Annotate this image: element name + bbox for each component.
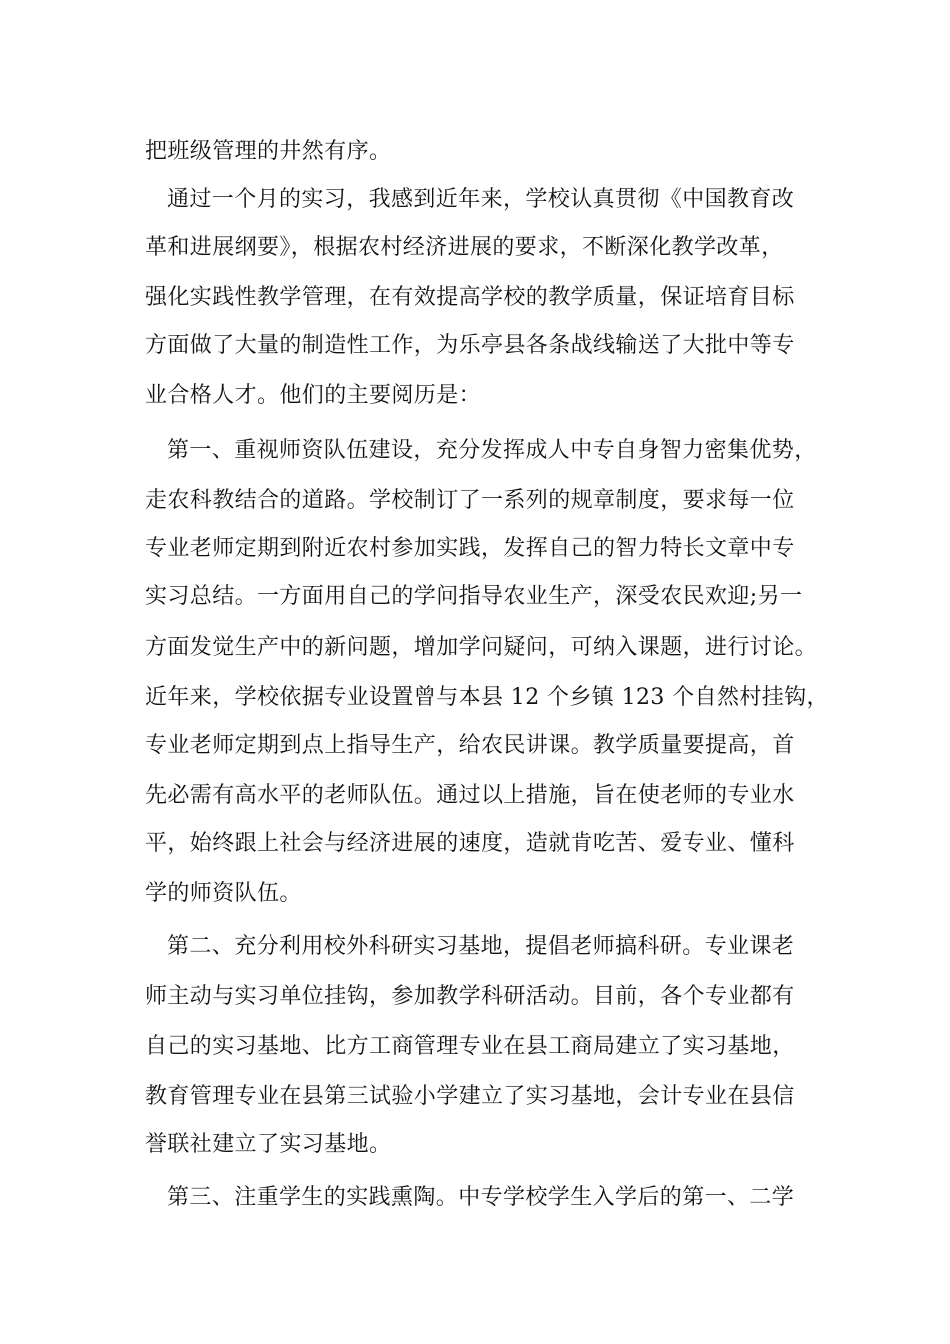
- text-line: 方面发觉生产中的新问题，增加学问疑问，可纳入课题，进行讨论。: [145, 635, 818, 660]
- text-line: 誉联社建立了实习基地。: [145, 1132, 392, 1157]
- text-line: 自己的实习基地、比方工商管理专业在县工商局建立了实习基地，: [145, 1034, 795, 1059]
- text-line: 实习总结。一方面用自己的学问指导农业生产，深受农民欢迎;另一: [145, 584, 803, 609]
- text-line: 业合格人才。他们的主要阅历是：: [145, 383, 482, 408]
- text-line: 师主动与实习单位挂钩，参加教学科研活动。目前，各个专业都有: [145, 984, 795, 1009]
- text-line: 专业老师定期到点上指导生产，给农民讲课。教学质量要提高，首: [145, 733, 795, 758]
- text-line: 专业老师定期到附近农村参加实践，发挥自己的智力特长文章中专: [145, 536, 795, 561]
- text-line: 学的师资队伍。: [145, 881, 302, 906]
- text-line: 把班级管理的井然有序。: [145, 139, 392, 164]
- text-line: 先必需有高水平的老师队伍。通过以上措施，旨在使老师的专业水: [145, 783, 795, 808]
- paragraph-start-line: 第一、重视师资队伍建设，充分发挥成人中专自身智力密集优势，: [167, 438, 817, 463]
- text-line: 走农科教结合的道路。学校制订了一系列的规章制度，要求每一位: [145, 488, 795, 513]
- paragraph-start-line: 第二、充分利用校外科研实习基地，提倡老师搞科研。专业课老: [167, 934, 795, 959]
- text-line: 强化实践性教学管理，在有效提高学校的教学质量，保证培育目标: [145, 285, 795, 310]
- text-line: 近年来，学校依据专业设置曾与本县 12 个乡镇 123 个自然村挂钩，: [145, 685, 829, 710]
- text-line: 平，始终跟上社会与经济进展的速度，造就肯吃苦、爱专业、懂科: [145, 831, 795, 856]
- text-line: 教育管理专业在县第三试验小学建立了实习基地，会计专业在县信: [145, 1084, 795, 1109]
- paragraph-start-line: 通过一个月的实习，我感到近年来，学校认真贯彻《中国教育改: [167, 187, 795, 212]
- text-line: 革和进展纲要》，根据农村经济进展的要求，不断深化教学改革，: [145, 235, 784, 260]
- paragraph-start-line: 第三、注重学生的实践熏陶。中专学校学生入学后的第一、二学: [167, 1185, 795, 1210]
- text-line: 方面做了大量的制造性工作，为乐亭县各条战线输送了大批中等专: [145, 333, 795, 358]
